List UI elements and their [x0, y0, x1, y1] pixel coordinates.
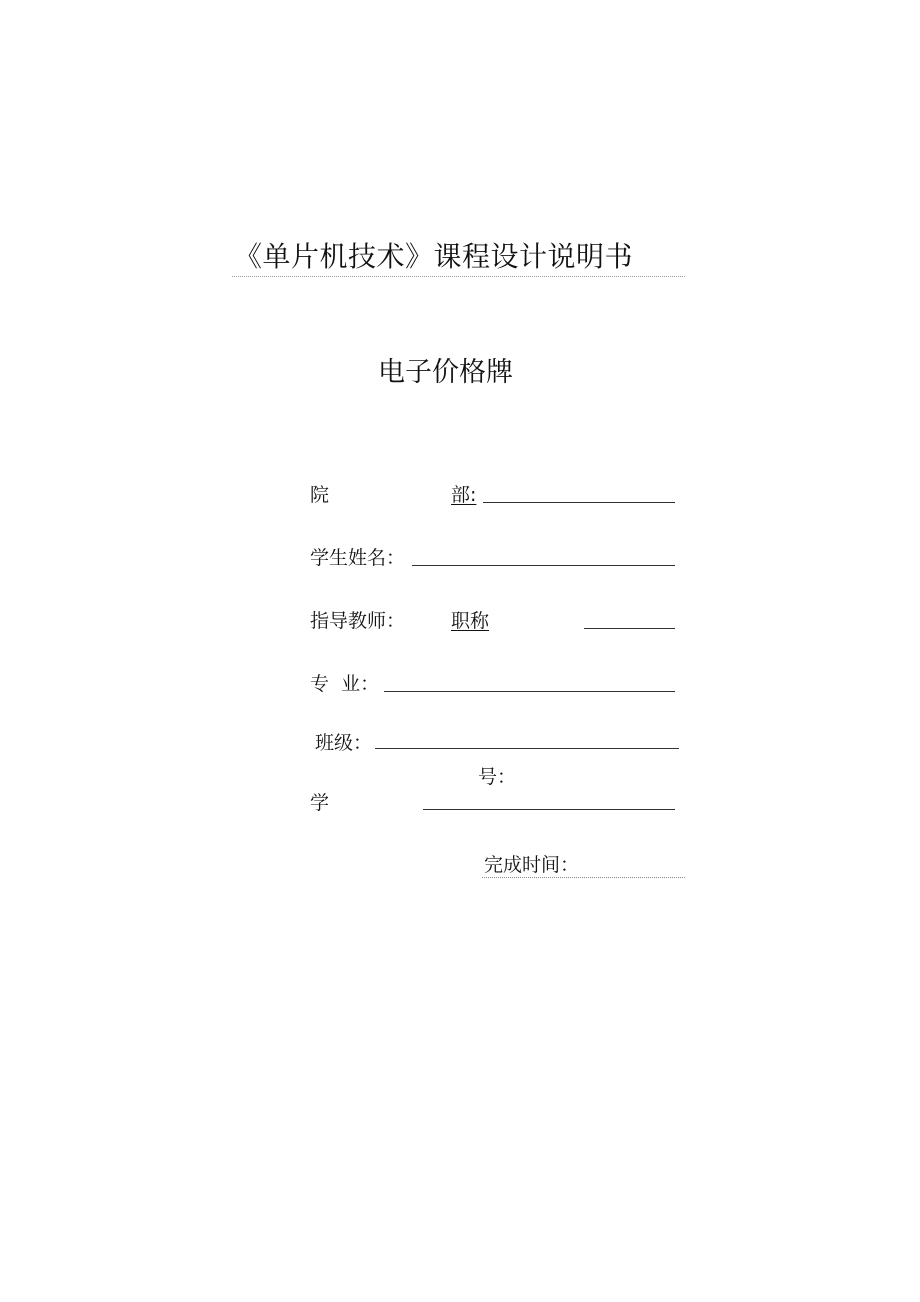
major-field-line[interactable]	[384, 691, 675, 692]
project-title: 电子价格牌	[378, 357, 513, 388]
student-name-field-line[interactable]	[412, 565, 675, 566]
department-field-line[interactable]	[483, 502, 675, 503]
advisor-title-label: 职称	[451, 610, 490, 632]
class-field-line[interactable]	[375, 748, 679, 749]
student-id-label-left: 学	[310, 792, 330, 814]
department-label-left: 院	[310, 484, 330, 506]
completion-time-label: 完成时间：	[484, 854, 580, 876]
department-label-right: 部:	[451, 484, 477, 506]
advisor-label: 指导教师：	[310, 610, 406, 632]
major-label: 专 业：	[310, 673, 380, 695]
title-underline	[232, 276, 685, 277]
student-name-label: 学生姓名：	[310, 547, 406, 569]
completion-time-field-line[interactable]	[482, 877, 685, 878]
advisor-title-field-line[interactable]	[584, 628, 675, 629]
student-id-field-line[interactable]	[423, 809, 675, 810]
document-title: 《单片机技术》课程设计说明书	[234, 240, 634, 273]
class-label: 班级：	[315, 732, 373, 754]
student-id-label-right: 号：	[478, 766, 517, 788]
